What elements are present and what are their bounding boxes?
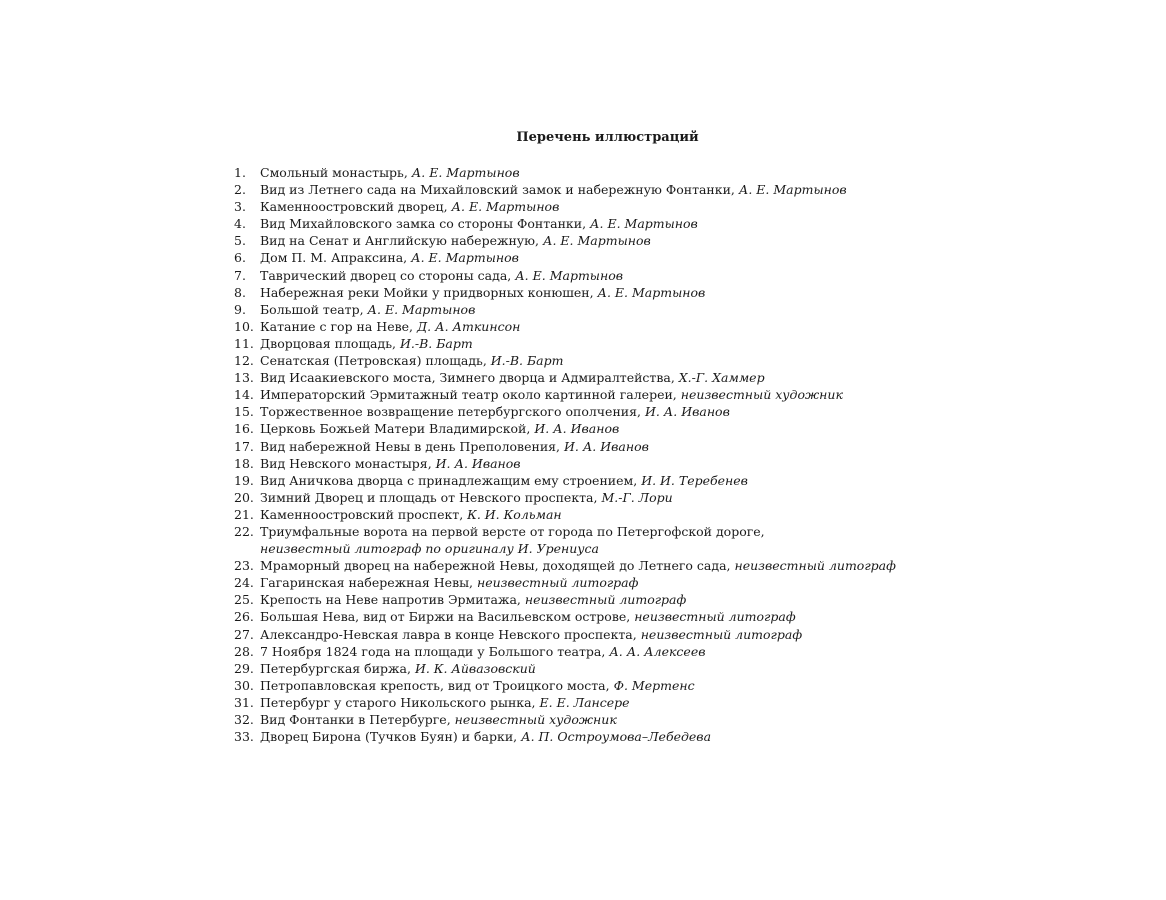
item-title: Дом П. М. Апраксина, bbox=[260, 250, 412, 266]
item-author: А. Е. Мартынов bbox=[451, 199, 560, 215]
item-number: 2. bbox=[234, 182, 246, 198]
list-item bbox=[234, 489, 874, 506]
item-author: А. Е. Мартынов bbox=[590, 216, 698, 232]
list-item bbox=[234, 591, 874, 608]
list-item bbox=[234, 472, 874, 489]
item-number: 13. bbox=[234, 370, 254, 386]
item-title: Вид Аничкова дворца с принадлежащим ему строением, bbox=[260, 472, 642, 488]
item-author: А. Е. Мартынов bbox=[411, 250, 519, 266]
item-title: Петербургская биржа, bbox=[260, 660, 415, 676]
item-author: неизвестный литограф по оригиналу И. Урениуса bbox=[260, 541, 600, 557]
item-number: 27. bbox=[234, 626, 254, 642]
item-author: И. И. Теребенев bbox=[641, 472, 748, 488]
item-number: 19. bbox=[234, 472, 254, 488]
item-number: 16. bbox=[234, 421, 254, 437]
item-number: 33. bbox=[234, 729, 254, 745]
list-item bbox=[234, 249, 874, 266]
item-author: А. Е. Мартынов bbox=[367, 301, 476, 317]
item-author: Ф. Мертенс bbox=[613, 677, 695, 693]
item-author: неизвестный художник bbox=[680, 387, 843, 403]
item-title: Сенатская (Петровская) площадь, bbox=[260, 353, 491, 369]
item-author: А. Е. Мартынов bbox=[411, 165, 520, 180]
item-title: Большая Нева, вид от Биржи на Васильевском острове, bbox=[260, 609, 635, 625]
item-author: неизвестный литограф bbox=[640, 626, 803, 642]
item-title: Дворцовая площадь, bbox=[260, 335, 400, 351]
list-item bbox=[234, 438, 874, 455]
item-number: 3. bbox=[234, 199, 246, 215]
list-item bbox=[234, 403, 874, 420]
list-item bbox=[234, 215, 874, 232]
list-item bbox=[234, 420, 874, 437]
item-title: Вид набережной Невы в день Преполовения, bbox=[260, 438, 564, 454]
item-author: И. К. Айвазовский bbox=[414, 660, 536, 676]
item-author: К. И. Кольман bbox=[467, 506, 562, 522]
illustration-list bbox=[234, 164, 896, 745]
item-number: 10. bbox=[234, 318, 254, 334]
list-item bbox=[234, 643, 874, 660]
item-author: Е. Е. Лансере bbox=[539, 694, 630, 710]
item-number: 9. bbox=[234, 301, 246, 317]
item-number: 31. bbox=[234, 694, 254, 710]
item-title: Зимний Дворец и площадь от Невского проспекта, bbox=[260, 489, 602, 505]
list-item bbox=[234, 677, 874, 694]
item-author: И. А. Иванов bbox=[435, 455, 521, 471]
list-item bbox=[234, 352, 874, 369]
item-title: Смольный монастырь, bbox=[260, 165, 412, 180]
list-item bbox=[234, 301, 874, 318]
item-title: Петербург у старого Никольского рынка, bbox=[260, 694, 540, 710]
item-author: Х.-Г. Хаммер bbox=[678, 370, 765, 386]
item-title: Церковь Божьей Матери Владимирской, bbox=[260, 421, 535, 437]
list-item bbox=[234, 660, 874, 677]
item-author: И.-В. Барт bbox=[399, 335, 473, 351]
list-item bbox=[234, 335, 874, 352]
item-author: неизвестный литограф bbox=[524, 592, 687, 608]
page-title: Перечень иллюстраций bbox=[516, 130, 699, 145]
item-number: 24. bbox=[234, 575, 254, 591]
item-title: Вид Фонтанки в Петербурге, bbox=[260, 712, 455, 727]
list-item bbox=[234, 284, 874, 301]
item-title: Торжественное возвращение петербургского ополчения, bbox=[260, 404, 645, 420]
item-author: И.-В. Барт bbox=[490, 353, 564, 369]
list-item bbox=[234, 455, 874, 472]
item-title: Александро-Невская лавра в конце Невского проспекта, bbox=[260, 626, 641, 642]
list-item bbox=[234, 198, 874, 215]
item-title: Каменноостровский дворец, bbox=[260, 199, 452, 215]
item-title: Таврический дворец со стороны сада, bbox=[260, 267, 516, 283]
list-item bbox=[234, 181, 874, 198]
list-item bbox=[234, 506, 874, 523]
list-item bbox=[234, 386, 874, 403]
item-author: неизвестный литограф bbox=[634, 609, 796, 625]
item-number: 23. bbox=[234, 558, 254, 574]
item-title: Гагаринская набережная Невы, bbox=[260, 575, 477, 591]
item-number: 12. bbox=[234, 353, 254, 369]
list-item bbox=[234, 523, 874, 557]
item-title: 7 Ноября 1824 года на площади у Большого театра, bbox=[260, 643, 610, 659]
item-author: И. А. Иванов bbox=[534, 421, 620, 437]
item-number: 1. bbox=[234, 165, 246, 180]
item-author: А. Е. Мартынов bbox=[515, 267, 624, 283]
item-number: 21. bbox=[234, 506, 254, 522]
item-number: 32. bbox=[234, 712, 254, 727]
list-item bbox=[234, 369, 874, 386]
item-title: Императорский Эрмитажный театр около картинной галереи, bbox=[260, 387, 681, 403]
item-number: 18. bbox=[234, 455, 254, 471]
item-number: 28. bbox=[234, 643, 254, 659]
list-item bbox=[234, 711, 874, 728]
item-title: Дворец Бирона (Тучков Буян) и барки, bbox=[260, 729, 522, 745]
item-number: 4. bbox=[234, 216, 246, 232]
item-number: 15. bbox=[234, 404, 254, 420]
item-title: Набережная реки Мойки у придворных конюшен, bbox=[260, 284, 598, 300]
item-number: 30. bbox=[234, 677, 254, 693]
item-author: А. А. Алексеев bbox=[609, 643, 706, 659]
list-item bbox=[234, 557, 896, 574]
item-author: неизвестный художник bbox=[454, 712, 617, 727]
item-number: 14. bbox=[234, 387, 254, 403]
item-title: Триумфальные ворота на первой версте от города по Петергофской дороге, bbox=[260, 523, 765, 539]
item-author: А. Е. Мартынов bbox=[542, 233, 651, 249]
list-item bbox=[234, 267, 874, 284]
item-author: А. Е. Мартынов bbox=[597, 284, 706, 300]
item-number: 6. bbox=[234, 250, 246, 266]
item-title: Вид Михайловского замка со стороны Фонтанки, bbox=[260, 216, 591, 232]
item-author: А. П. Остроумова–Лебедева bbox=[521, 729, 712, 745]
item-number: 8. bbox=[234, 284, 246, 300]
item-number: 26. bbox=[234, 609, 254, 625]
item-title: Вид из Летнего сада на Михайловский замок и набережную Фонтанки, bbox=[260, 182, 739, 198]
item-number: 22. bbox=[234, 523, 254, 539]
list-item bbox=[234, 318, 874, 335]
item-author: А. Е. Мартынов bbox=[738, 182, 847, 198]
list-item bbox=[234, 608, 874, 625]
item-number: 5. bbox=[234, 233, 246, 249]
list-item bbox=[234, 164, 874, 181]
item-number: 20. bbox=[234, 489, 254, 505]
item-number: 17. bbox=[234, 438, 254, 454]
item-author: Д. А. Аткинсон bbox=[417, 318, 521, 334]
item-title: Мраморный дворец на набережной Невы, доходящей до Летнего сада, bbox=[260, 558, 735, 574]
item-title: Крепость на Неве напротив Эрмитажа, bbox=[260, 592, 525, 608]
list-item bbox=[234, 232, 874, 249]
list-item bbox=[234, 626, 874, 643]
list-item bbox=[234, 694, 874, 711]
item-title: Петропавловская крепость, вид от Троицкого моста, bbox=[260, 677, 614, 693]
list-item bbox=[234, 728, 874, 745]
item-title: Вид на Сенат и Английскую набережную, bbox=[260, 233, 543, 249]
item-title: Каменноостровский проспект, bbox=[260, 506, 468, 522]
list-item bbox=[234, 574, 874, 591]
item-author: неизвестный литограф bbox=[477, 575, 639, 591]
item-author: И. А. Иванов bbox=[563, 438, 649, 454]
item-title: Большой театр, bbox=[260, 301, 368, 317]
item-author: неизвестный литограф bbox=[734, 558, 896, 574]
item-number: 29. bbox=[234, 660, 254, 676]
item-number: 25. bbox=[234, 592, 254, 608]
item-author: И. А. Иванов bbox=[644, 404, 730, 420]
item-author: М.-Г. Лори bbox=[601, 489, 673, 505]
item-number: 11. bbox=[234, 335, 254, 351]
item-title: Вид Исаакиевского моста, Зимнего дворца и Адмиралтейства, bbox=[260, 370, 679, 386]
item-number: 7. bbox=[234, 267, 246, 283]
item-title: Катание с гор на Неве, bbox=[260, 318, 417, 334]
item-title: Вид Невского монастыря, bbox=[260, 455, 436, 471]
